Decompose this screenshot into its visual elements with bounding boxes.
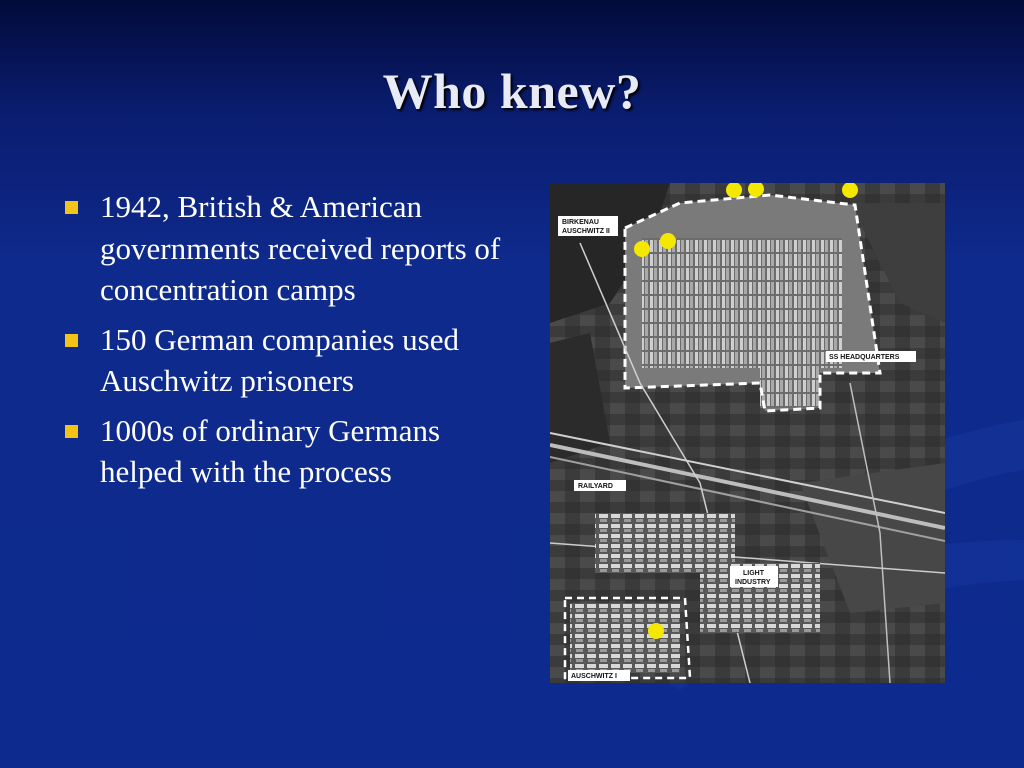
marker-dot [660, 233, 676, 249]
slide-title: Who knew? [382, 63, 642, 119]
label-ss-headquarters: SS HEADQUARTERS [829, 354, 900, 361]
marker-dot [634, 241, 650, 257]
bullet-list [60, 186, 510, 501]
square-bullet-icon [65, 425, 78, 438]
bullet-item [60, 319, 510, 402]
bullet-text: 1000s of ordinary Germans helped with the process [100, 412, 441, 489]
label-light: LIGHT [743, 570, 764, 577]
label-birkenau: BIRKENAU [562, 219, 599, 226]
label-auschwitz-i: AUSCHWITZ I [571, 673, 617, 680]
label-auschwitz-ii: AUSCHWITZ II [562, 228, 610, 235]
marker-dot [648, 623, 664, 639]
bullet-text: 150 German companies used Auschwitz prisoners [100, 321, 459, 398]
aerial-photo-auschwitz [550, 183, 945, 683]
label-railyard: RAILYARD [578, 483, 613, 490]
bullet-item [60, 186, 510, 311]
bullet-text: 1942, British & American governments received reports of concentration camps [100, 189, 501, 307]
square-bullet-icon [65, 201, 78, 214]
label-industry: INDUSTRY [735, 579, 771, 586]
square-bullet-icon [65, 334, 78, 347]
bullet-item [60, 410, 510, 493]
